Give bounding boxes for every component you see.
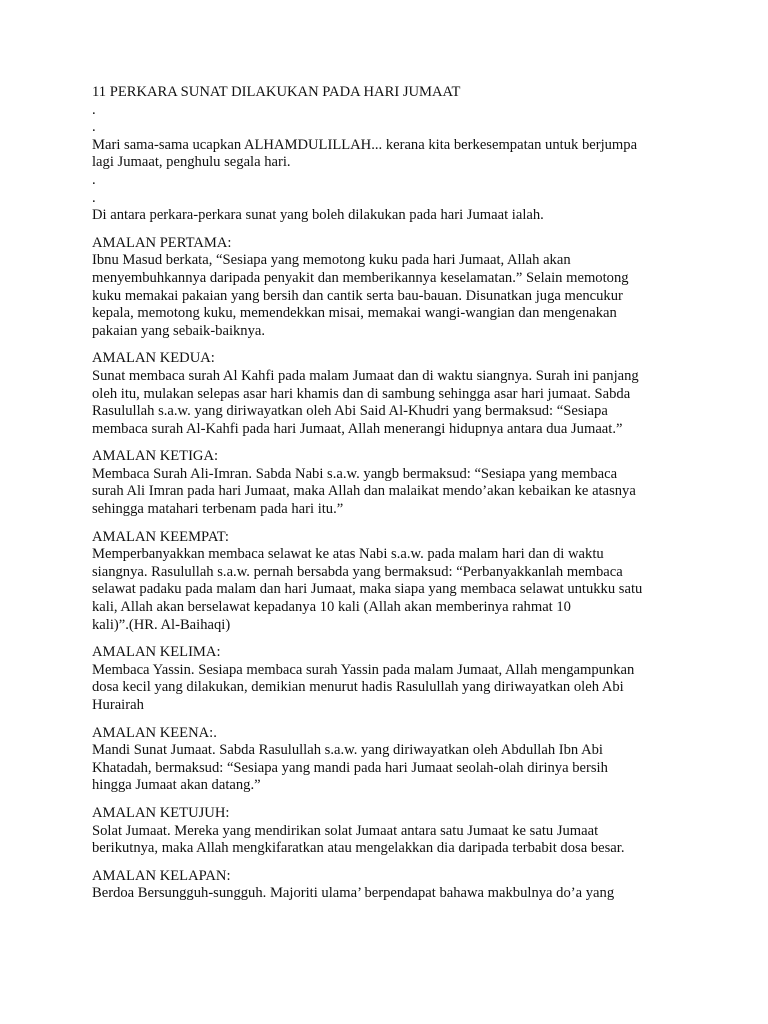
document-body	[92, 84, 682, 903]
text-line: Ibnu Masud berkata, “Sesiapa yang memotong kuku pada hari Jumaat, Allah akan	[92, 252, 571, 269]
text-line: kali, Allah akan berselawat kepadanya 10 kali (Allah akan memberinya rahmat 10	[92, 599, 571, 616]
text-line: siangnya. Rasulullah s.a.w. pernah bersabda yang bermaksud: “Perbanyakkanlah membaca	[92, 563, 623, 580]
separator-dot: .	[92, 189, 96, 206]
section-amalan-ketiga	[92, 448, 682, 518]
text-line: menyembuhkannya daripada penyakit dan memberikannya keselamatan.” Selain memotong	[92, 269, 629, 286]
section-heading: AMALAN KEDUA:	[92, 350, 215, 367]
separator-dot: .	[92, 119, 96, 136]
text-line: Membaca Surah Ali-Imran. Sabda Nabi s.a.w. yangb bermaksud: “Sesiapa yang membaca	[92, 465, 618, 482]
section-amalan-kedua	[92, 350, 682, 438]
section-amalan-pertama	[92, 235, 682, 341]
text-line: dosa kecil yang dilakukan, demikian menurut hadis Rasulullah yang diriwayatkan oleh Abi	[92, 679, 624, 696]
text-line: pakaian yang sebaik-baiknya.	[92, 322, 266, 339]
text-line: oleh itu, mulakan selepas asar hari khamis dan di sambung sehingga asar hari jumaat. Sabda	[92, 385, 631, 402]
section-amalan-kelapan	[92, 868, 682, 903]
text-line: Memperbanyakkan membaca selawat ke atas Nabi s.a.w. pada malam hari dan di waktu	[92, 546, 604, 563]
section-amalan-kelima	[92, 644, 682, 714]
text-line: lagi Jumaat, penghulu segala hari.	[92, 154, 291, 171]
intro-paragraph	[92, 137, 682, 225]
text-line: sehingga matahari terbenam pada hari itu.”	[92, 501, 344, 518]
text-line: Mari sama-sama ucapkan ALHAMDULILLAH... kerana kita berkesempatan untuk berjumpa	[92, 136, 638, 153]
section-amalan-keenam	[92, 725, 682, 795]
text-line: kepala, memotong kuku, memendekkan misai, memakai wangi-wangian dan mengenakan	[92, 305, 617, 322]
text-line: Hurairah	[92, 697, 144, 713]
section-amalan-ketujuh	[92, 805, 682, 858]
text-line: Berdoa Bersungguh-sungguh. Majoriti ulama’ berpendapat bahawa makbulnya do’a yang	[92, 885, 615, 902]
separator-dot: .	[92, 101, 96, 118]
text-line: Solat Jumaat. Mereka yang mendirikan solat Jumaat antara satu Jumaat ke satu Jumaat	[92, 822, 599, 839]
document-title: 11 PERKARA SUNAT DILAKUKAN PADA HARI JUMAAT	[92, 84, 461, 100]
text-line: Sunat membaca surah Al Kahfi pada malam Jumaat dan di waktu siangnya. Surah ini panjang	[92, 367, 639, 384]
section-heading: AMALAN KELIMA:	[92, 644, 221, 661]
separator-dot: .	[92, 171, 96, 188]
section-heading: AMALAN PERTAMA:	[92, 234, 232, 251]
text-line: Mandi Sunat Jumaat. Sabda Rasulullah s.a.w. yang diriwayatkan oleh Abdullah Ibn Abi	[92, 742, 603, 759]
section-heading: AMALAN KETUJUH:	[92, 804, 230, 821]
text-line: Rasulullah s.a.w. yang diriwayatkan oleh Abi Said Al-Khudri yang bermaksud: “Sesiapa	[92, 403, 608, 420]
text-line: surah Ali Imran pada hari Jumaat, maka Allah dan malaikat mendo’akan kebaikan ke atasnya	[92, 483, 636, 500]
text-line: Di antara perkara-perkara sunat yang boleh dilakukan pada hari Jumaat ialah.	[92, 207, 544, 224]
section-heading: AMALAN KETIGA:	[92, 448, 219, 465]
section-heading: AMALAN KEENA:.	[92, 724, 217, 741]
text-line: kali)”.(HR. Al-Baihaqi)	[92, 616, 231, 633]
text-line: membaca surah Al-Kahfi pada hari Jumaat, Allah menerangi hidupnya antara dua Jumaat.”	[92, 420, 623, 437]
text-line: berikutnya, maka Allah mengkifaratkan atau mengelakkan dia daripada terbabit dosa besar.	[92, 840, 625, 857]
title-block	[92, 84, 682, 137]
section-amalan-keempat	[92, 529, 682, 635]
text-line: Khatadah, bermaksud: “Sesiapa yang mandi pada hari Jumaat seolah-olah dirinya bersih	[92, 759, 608, 776]
section-heading: AMALAN KELAPAN:	[92, 867, 231, 884]
text-line: selawat padaku pada malam dan hari Jumaat, maka siapa yang membaca selawat untukku satu	[92, 581, 643, 598]
text-line: hingga Jumaat akan datang.”	[92, 777, 261, 794]
text-line: Membaca Yassin. Sesiapa membaca surah Yassin pada malam Jumaat, Allah mengampunkan	[92, 661, 635, 678]
text-line: kuku memakai pakaian yang bersih dan cantik serta bau-bauan. Disunatkan juga mencukur	[92, 287, 623, 304]
section-heading: AMALAN KEEMPAT:	[92, 528, 229, 545]
